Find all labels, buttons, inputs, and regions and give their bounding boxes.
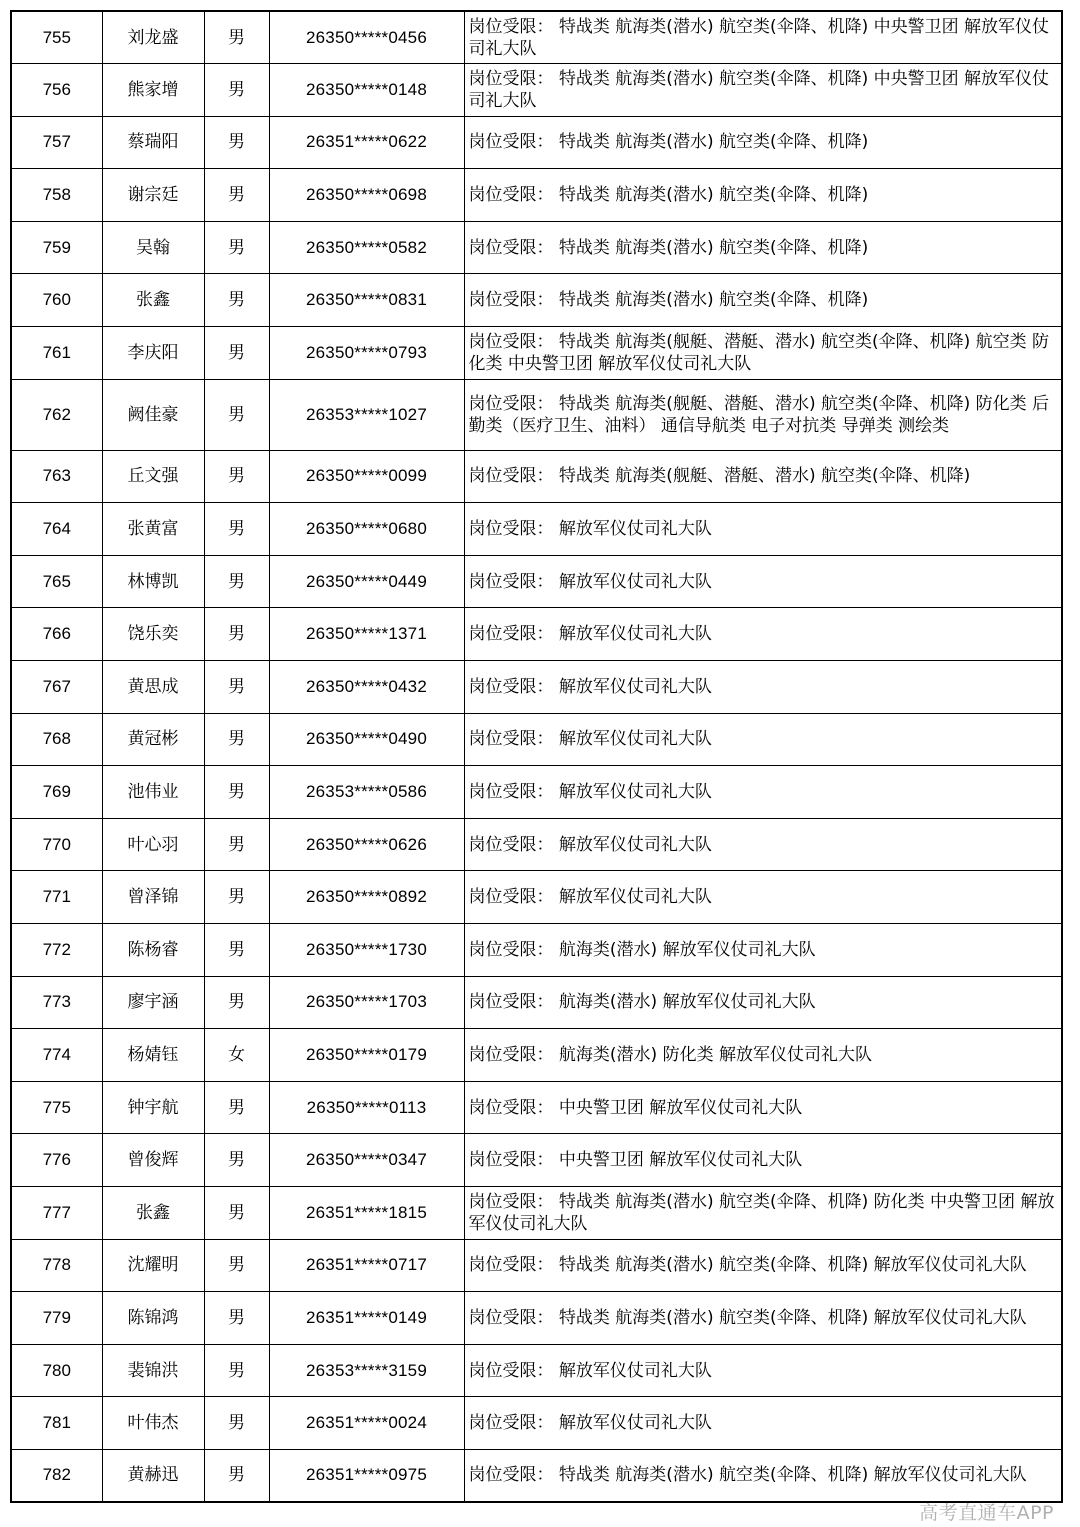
row-number: 773: [11, 976, 102, 1029]
row-exam-id: 26350*****0113: [269, 1081, 464, 1134]
row-number: 769: [11, 766, 102, 819]
row-restriction-note: 岗位受限： 中央警卫团 解放军仪仗司礼大队: [464, 1081, 1062, 1134]
row-name: 谢宗廷: [102, 169, 204, 222]
table-row: [11, 379, 1062, 450]
row-exam-id: 26351*****0024: [269, 1397, 464, 1450]
table-row: [11, 1134, 1062, 1187]
row-gender: 男: [204, 924, 269, 977]
row-exam-id: 26350*****0698: [269, 169, 464, 222]
table-body: [11, 11, 1062, 1502]
row-exam-id: 26350*****0831: [269, 274, 464, 327]
table-row: [11, 1344, 1062, 1397]
row-name: 蔡瑞阳: [102, 116, 204, 169]
row-gender: 男: [204, 64, 269, 117]
row-exam-id: 26353*****0586: [269, 766, 464, 819]
row-exam-id: 26351*****0975: [269, 1449, 464, 1502]
table-row: [11, 555, 1062, 608]
row-gender: 男: [204, 871, 269, 924]
table-row: [11, 1081, 1062, 1134]
row-exam-id: 26350*****0099: [269, 450, 464, 503]
table-row: [11, 1239, 1062, 1292]
row-name: 曾泽锦: [102, 871, 204, 924]
row-gender: 男: [204, 555, 269, 608]
table-row: [11, 1186, 1062, 1239]
table-row: [11, 274, 1062, 327]
row-restriction-note: 岗位受限： 解放军仪仗司礼大队: [464, 713, 1062, 766]
row-exam-id: 26350*****0148: [269, 64, 464, 117]
row-gender: 男: [204, 1239, 269, 1292]
row-name: 廖宇涵: [102, 976, 204, 1029]
table-row: [11, 11, 1062, 64]
row-exam-id: 26353*****3159: [269, 1344, 464, 1397]
row-name: 杨婧钰: [102, 1029, 204, 1082]
row-number: 757: [11, 116, 102, 169]
row-exam-id: 26350*****1703: [269, 976, 464, 1029]
row-name: 张鑫: [102, 274, 204, 327]
row-name: 阙佳豪: [102, 379, 204, 450]
row-restriction-note: 岗位受限： 航海类(潜水) 解放军仪仗司礼大队: [464, 924, 1062, 977]
row-gender: 男: [204, 116, 269, 169]
row-exam-id: 26350*****0680: [269, 503, 464, 556]
row-gender: 男: [204, 1344, 269, 1397]
row-restriction-note: 岗位受限： 特战类 航海类(潜水) 航空类(伞降、机降): [464, 221, 1062, 274]
row-restriction-note: 岗位受限： 特战类 航海类(潜水) 航空类(伞降、机降) 解放军仪仗司礼大队: [464, 1449, 1062, 1502]
row-name: 黄思成: [102, 661, 204, 714]
table-row: [11, 503, 1062, 556]
row-exam-id: 26353*****1027: [269, 379, 464, 450]
row-exam-id: 26351*****0717: [269, 1239, 464, 1292]
table-row: [11, 450, 1062, 503]
row-restriction-note: 岗位受限： 中央警卫团 解放军仪仗司礼大队: [464, 1134, 1062, 1187]
row-exam-id: 26350*****0347: [269, 1134, 464, 1187]
row-restriction-note: 岗位受限： 特战类 航海类(舰艇、潜艇、潜水) 航空类(伞降、机降) 航空类 防化类 中央警卫团 解放军仪仗司礼大队: [464, 327, 1062, 380]
row-restriction-note: 岗位受限： 航海类(潜水) 解放军仪仗司礼大队: [464, 976, 1062, 1029]
row-gender: 男: [204, 379, 269, 450]
row-name: 沈耀明: [102, 1239, 204, 1292]
row-exam-id: 26350*****0626: [269, 818, 464, 871]
row-gender: 男: [204, 766, 269, 819]
table-row: [11, 221, 1062, 274]
row-number: 767: [11, 661, 102, 714]
row-gender: 男: [204, 450, 269, 503]
table-row: [11, 976, 1062, 1029]
row-name: 张黄富: [102, 503, 204, 556]
row-exam-id: 26350*****0179: [269, 1029, 464, 1082]
table-row: [11, 327, 1062, 380]
row-number: 770: [11, 818, 102, 871]
row-gender: 男: [204, 169, 269, 222]
row-restriction-note: 岗位受限： 解放军仪仗司礼大队: [464, 661, 1062, 714]
row-exam-id: 26350*****1371: [269, 608, 464, 661]
row-gender: 男: [204, 11, 269, 64]
table-row: [11, 169, 1062, 222]
row-restriction-note: 岗位受限： 特战类 航海类(潜水) 航空类(伞降、机降) 防化类 中央警卫团 解放军仪仗司礼大队: [464, 1186, 1062, 1239]
table-row: [11, 818, 1062, 871]
row-restriction-note: 岗位受限： 特战类 航海类(潜水) 航空类(伞降、机降) 中央警卫团 解放军仪仗司礼大队: [464, 11, 1062, 64]
table-row: [11, 871, 1062, 924]
row-number: 768: [11, 713, 102, 766]
row-name: 叶心羽: [102, 818, 204, 871]
row-name: 刘龙盛: [102, 11, 204, 64]
row-exam-id: 26351*****0622: [269, 116, 464, 169]
row-name: 黄冠彬: [102, 713, 204, 766]
row-exam-id: 26350*****0449: [269, 555, 464, 608]
row-restriction-note: 岗位受限： 特战类 航海类(舰艇、潜艇、潜水) 航空类(伞降、机降) 防化类 后勤类（医疗卫生、油料） 通信导航类 电子对抗类 导弹类 测绘类: [464, 379, 1062, 450]
row-name: 叶伟杰: [102, 1397, 204, 1450]
row-number: 774: [11, 1029, 102, 1082]
row-name: 裴锦洪: [102, 1344, 204, 1397]
row-number: 755: [11, 11, 102, 64]
row-number: 777: [11, 1186, 102, 1239]
row-restriction-note: 岗位受限： 特战类 航海类(潜水) 航空类(伞降、机降): [464, 274, 1062, 327]
table-row: [11, 116, 1062, 169]
row-name: 熊家增: [102, 64, 204, 117]
row-number: 762: [11, 379, 102, 450]
row-number: 772: [11, 924, 102, 977]
row-name: 吴翰: [102, 221, 204, 274]
table-row: [11, 1449, 1062, 1502]
row-number: 766: [11, 608, 102, 661]
row-number: 780: [11, 1344, 102, 1397]
row-exam-id: 26350*****0456: [269, 11, 464, 64]
row-restriction-note: 岗位受限： 特战类 航海类(潜水) 航空类(伞降、机降) 解放军仪仗司礼大队: [464, 1239, 1062, 1292]
row-name: 饶乐奕: [102, 608, 204, 661]
row-number: 779: [11, 1292, 102, 1345]
table-row: [11, 713, 1062, 766]
row-gender: 男: [204, 1397, 269, 1450]
row-number: 775: [11, 1081, 102, 1134]
table-row: [11, 661, 1062, 714]
row-number: 776: [11, 1134, 102, 1187]
table-row: [11, 766, 1062, 819]
row-name: 林博凯: [102, 555, 204, 608]
row-gender: 男: [204, 608, 269, 661]
row-restriction-note: 岗位受限： 解放军仪仗司礼大队: [464, 871, 1062, 924]
row-restriction-note: 岗位受限： 解放军仪仗司礼大队: [464, 1397, 1062, 1450]
row-name: 陈杨睿: [102, 924, 204, 977]
row-restriction-note: 岗位受限： 解放军仪仗司礼大队: [464, 818, 1062, 871]
row-name: 钟宇航: [102, 1081, 204, 1134]
row-number: 758: [11, 169, 102, 222]
row-number: 760: [11, 274, 102, 327]
row-exam-id: 26351*****0149: [269, 1292, 464, 1345]
row-restriction-note: 岗位受限： 特战类 航海类(潜水) 航空类(伞降、机降): [464, 116, 1062, 169]
row-name: 李庆阳: [102, 327, 204, 380]
row-name: 池伟业: [102, 766, 204, 819]
row-gender: 男: [204, 1449, 269, 1502]
row-restriction-note: 岗位受限： 解放军仪仗司礼大队: [464, 503, 1062, 556]
row-gender: 男: [204, 503, 269, 556]
row-restriction-note: 岗位受限： 特战类 航海类(潜水) 航空类(伞降、机降): [464, 169, 1062, 222]
table-row: [11, 608, 1062, 661]
restriction-table: [10, 10, 1063, 1503]
row-number: 759: [11, 221, 102, 274]
row-restriction-note: 岗位受限： 特战类 航海类(舰艇、潜艇、潜水) 航空类(伞降、机降): [464, 450, 1062, 503]
row-number: 771: [11, 871, 102, 924]
row-number: 782: [11, 1449, 102, 1502]
row-gender: 男: [204, 221, 269, 274]
row-name: 黄赫迅: [102, 1449, 204, 1502]
row-gender: 女: [204, 1029, 269, 1082]
row-name: 陈锦鸿: [102, 1292, 204, 1345]
row-exam-id: 26350*****0793: [269, 327, 464, 380]
row-name: 丘文强: [102, 450, 204, 503]
row-gender: 男: [204, 1081, 269, 1134]
row-exam-id: 26350*****0892: [269, 871, 464, 924]
row-gender: 男: [204, 661, 269, 714]
row-number: 764: [11, 503, 102, 556]
row-restriction-note: 岗位受限： 特战类 航海类(潜水) 航空类(伞降、机降) 解放军仪仗司礼大队: [464, 1292, 1062, 1345]
row-number: 765: [11, 555, 102, 608]
table-row: [11, 924, 1062, 977]
row-restriction-note: 岗位受限： 解放军仪仗司礼大队: [464, 766, 1062, 819]
row-name: 曾俊辉: [102, 1134, 204, 1187]
row-restriction-note: 岗位受限： 解放军仪仗司礼大队: [464, 1344, 1062, 1397]
row-number: 763: [11, 450, 102, 503]
row-number: 761: [11, 327, 102, 380]
row-exam-id: 26350*****0490: [269, 713, 464, 766]
table-row: [11, 1292, 1062, 1345]
row-gender: 男: [204, 1134, 269, 1187]
row-exam-id: 26351*****1815: [269, 1186, 464, 1239]
row-gender: 男: [204, 976, 269, 1029]
row-number: 756: [11, 64, 102, 117]
row-restriction-note: 岗位受限： 解放军仪仗司礼大队: [464, 555, 1062, 608]
row-restriction-note: 岗位受限： 航海类(潜水) 防化类 解放军仪仗司礼大队: [464, 1029, 1062, 1082]
row-restriction-note: 岗位受限： 解放军仪仗司礼大队: [464, 608, 1062, 661]
row-gender: 男: [204, 1292, 269, 1345]
table-row: [11, 1397, 1062, 1450]
row-number: 778: [11, 1239, 102, 1292]
row-exam-id: 26350*****1730: [269, 924, 464, 977]
table-row: [11, 1029, 1062, 1082]
row-gender: 男: [204, 713, 269, 766]
row-exam-id: 26350*****0432: [269, 661, 464, 714]
row-exam-id: 26350*****0582: [269, 221, 464, 274]
row-gender: 男: [204, 818, 269, 871]
row-name: 张鑫: [102, 1186, 204, 1239]
row-gender: 男: [204, 274, 269, 327]
watermark: 高考直通车APP: [919, 1502, 1054, 1524]
row-number: 781: [11, 1397, 102, 1450]
table-row: [11, 64, 1062, 117]
row-gender: 男: [204, 1186, 269, 1239]
row-gender: 男: [204, 327, 269, 380]
row-restriction-note: 岗位受限： 特战类 航海类(潜水) 航空类(伞降、机降) 中央警卫团 解放军仪仗司礼大队: [464, 64, 1062, 117]
